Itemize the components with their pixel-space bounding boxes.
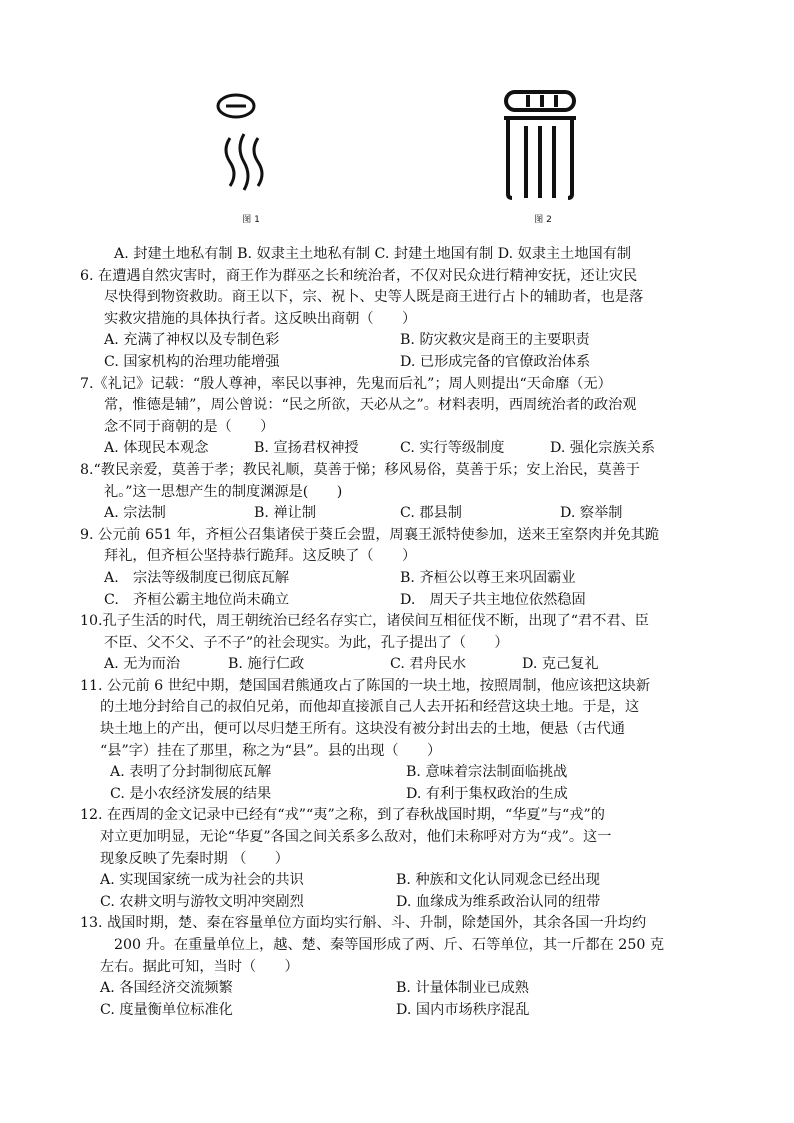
oracle-glyph-2-image xyxy=(498,86,588,210)
question-text-line: 10.孔子生活的时代，周王朝统治已经名存实亡，诸侯间互相征伐不断，出现了“君不君、臣 xyxy=(80,613,649,630)
option-row xyxy=(0,784,794,806)
option-row xyxy=(0,654,794,676)
option-row xyxy=(0,762,794,784)
question-11 xyxy=(0,676,794,806)
option-row xyxy=(0,978,794,1000)
option-c: C. 实行等级制度 xyxy=(400,440,505,457)
question-text-line: 念不同于商朝的是（ ） xyxy=(104,418,275,435)
option-b: B. 意味着宗法制面临挑战 xyxy=(406,764,568,781)
question-6 xyxy=(0,266,794,374)
question-12 xyxy=(0,805,794,913)
option-c: C. 是小农经济发展的结果 xyxy=(110,785,272,802)
option-row xyxy=(0,568,794,590)
option-b: B. 种族和文化认同观念已经出现 xyxy=(396,872,600,889)
option-d: D. 强化宗族关系 xyxy=(550,440,656,457)
figure-2-caption: 图 2 xyxy=(534,215,552,225)
option-b: B. 齐桓公以尊王来巩固霸业 xyxy=(400,569,576,586)
option-row xyxy=(0,330,794,352)
option-row xyxy=(0,438,794,460)
option-row xyxy=(0,870,794,892)
question-text-line: 块土地上的产出，便可以尽归楚王所有。这块没有被分封出去的土地，便悬（古代通 xyxy=(100,721,625,738)
question-text-line: 6. 在遭遇自然灾害时，商王作为群巫之长和统治者，不仅对民众进行精神安抚，还让灾民 xyxy=(80,267,638,284)
option-a: A. 宗法制 xyxy=(104,505,166,522)
question-text-line: 9. 公元前 651 年，齐桓公召集诸侯于葵丘会盟，周襄王派特使参加，送来王室祭肉并免其跪 xyxy=(80,526,660,543)
question-text-line: 常，惟德是辅”，周公曾说：“民之所欲，天必从之”。材料表明，西周统治者的政治观 xyxy=(104,397,637,414)
option-c: C. 农耕文明与游牧文明冲突剧烈 xyxy=(100,893,304,910)
option-c: C. 度量衡单位标准化 xyxy=(100,1001,233,1018)
question-text-line: 13. 战国时期，楚、秦在容量单位方面均实行斛、斗、升制，除楚国外，其余各国一升均约 xyxy=(80,915,647,932)
figure-area xyxy=(0,86,794,236)
option-b: B. 宣扬君权神授 xyxy=(254,440,359,457)
question-text-line: 对立更加明显，无论“华夏”各国之间关系多么敌对，他们未称呼对方为“戎”。这一 xyxy=(100,829,612,846)
question-text-line: 7.《礼记》记载：“殷人尊神，率民以事神，先鬼而后礼”；周人则提出“天命靡（无） xyxy=(80,375,612,392)
option-b: B. 禅让制 xyxy=(254,505,317,522)
question-8 xyxy=(0,460,794,525)
question-list xyxy=(0,244,794,1021)
question-text-line: 现象反映了先秦时期 （ ） xyxy=(100,850,289,867)
option-a: A. 充满了神权以及专制色彩 xyxy=(104,332,280,349)
figure-2 xyxy=(498,86,588,225)
question-13 xyxy=(0,913,794,1021)
option-c: C. 国家机构的治理功能增强 xyxy=(104,353,280,370)
option-b: B. 施行仁政 xyxy=(228,656,305,673)
option-d: D. 有利于集权政治的生成 xyxy=(406,785,568,802)
oracle-glyph-1-image xyxy=(206,86,296,210)
option-a: A. 表明了分封制彻底瓦解 xyxy=(110,764,272,781)
option-c: C. 齐桓公霸主地位尚未确立 xyxy=(104,591,290,608)
question-text-line: 12. 在西周的金文记录中已经有“戎”“夷”之称，到了春秋战国时期，“华夏”与“戎”的 xyxy=(80,807,605,824)
question-text-line: 拜礼，但齐桓公坚持恭行跪拜。这反映了（ ） xyxy=(104,548,417,565)
question-7 xyxy=(0,374,794,460)
question-text-line: “县”字）挂在了那里，称之为“县”。县的出现（ ） xyxy=(100,742,442,759)
figure-1-caption: 图 1 xyxy=(242,215,260,225)
option-a: A. 体现民本观念 xyxy=(104,440,209,457)
option-b: B. 防灾救灾是商王的主要职责 xyxy=(400,332,590,349)
option-d: D. 克己复礼 xyxy=(522,656,599,673)
question-text-line: 尽快得到物资救助。商王以下，宗、祝卜、史等人既是商王进行占卜的辅助者，也是落 xyxy=(104,289,644,306)
question-9 xyxy=(0,525,794,611)
option-d: D. 周天子共主地位依然稳固 xyxy=(400,591,586,608)
question-text-line: 礼。”这一思想产生的制度渊源是( ) xyxy=(104,483,343,500)
question-text-line: 8.“教民亲爱，莫善于孝；教民礼顺，莫善于悌；移风易俗，莫善于乐；安上治民，莫善于 xyxy=(80,461,640,478)
question-10 xyxy=(0,611,794,676)
option-d: D. 察举制 xyxy=(560,505,623,522)
option-c: C. 君舟民水 xyxy=(390,656,467,673)
question-text-line: 11. 公元前 6 世纪中期，楚国国君熊通攻占了陈国的一块土地，按照周制，他应该把这块新 xyxy=(80,677,651,694)
option-a: A. 宗法等级制度已彻底瓦解 xyxy=(104,569,290,586)
option-a: A. 无为而治 xyxy=(104,656,181,673)
question-text-line: 200 升。在重量单位上，越、楚、秦等国形成了两、斤、石等单位，其一斤都在 250 克 xyxy=(114,937,665,953)
question-text-line: 不臣、父不父、子不子”的社会现实。为此，孔子提出了（ ） xyxy=(104,634,509,651)
option-row xyxy=(0,590,794,612)
question-5-options: A. 封建土地私有制 B. 奴隶主土地私有制 C. 封建土地国有制 D. 奴隶主土地国有制 xyxy=(114,246,632,262)
option-row xyxy=(0,892,794,914)
option-a: A. 实现国家统一成为社会的共识 xyxy=(100,872,304,889)
option-row xyxy=(0,1000,794,1022)
question-text-line: 的土地分封给自己的叔伯兄弟，而他却直接派自己人去开拓和经营这块土地。于是，这 xyxy=(100,699,640,716)
option-b: B. 计量体制业已成熟 xyxy=(396,980,529,997)
option-d: D. 国内市场秩序混乱 xyxy=(396,1001,530,1018)
option-c: C. 郡县制 xyxy=(400,505,462,522)
figure-1 xyxy=(206,86,296,225)
option-row xyxy=(0,352,794,374)
question-text-line: 实救灾措施的具体执行者。这反映出商朝（ ） xyxy=(104,310,417,327)
option-d: D. 血缘成为维系政治认同的纽带 xyxy=(396,893,601,910)
option-row xyxy=(0,503,794,525)
option-a: A. 各国经济交流频繁 xyxy=(100,980,233,997)
question-text-line: 左右。据此可知，当时（ ） xyxy=(100,958,299,975)
option-d: D. 已形成完备的官僚政治体系 xyxy=(400,353,591,370)
